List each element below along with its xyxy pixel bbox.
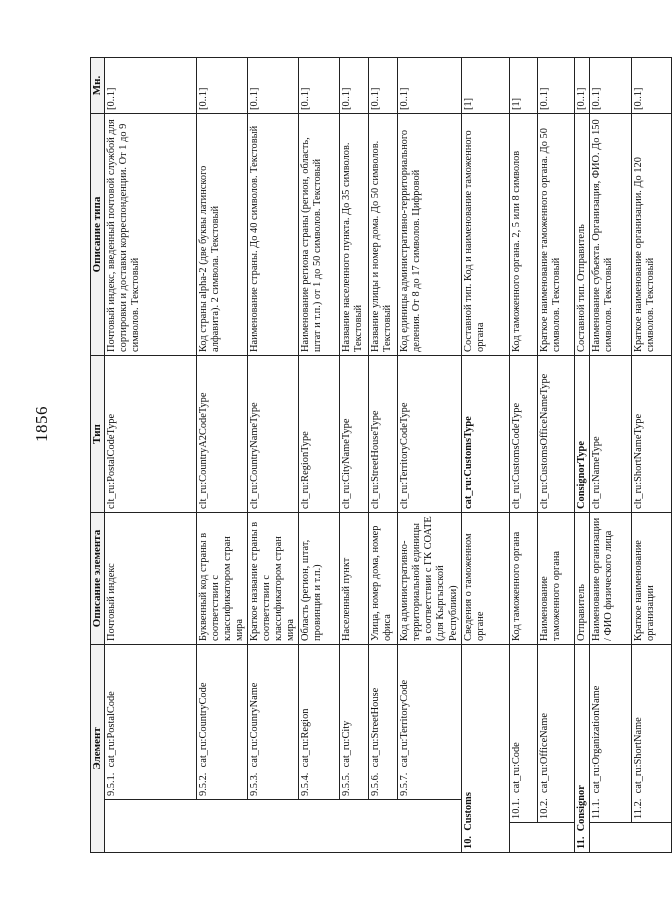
type-description-cell: Код страны alpha-2 (две буквы латинского алфавита). 2 символа. Текстовый (196, 113, 247, 355)
table-row (248, 57, 299, 852)
table-row (196, 57, 247, 852)
header-element-description: Описание элемента (91, 512, 105, 644)
multiplicity-cell: [0..1] (537, 57, 574, 113)
type-description-cell: Краткое наименование организации. До 120 символов. Текстовый (631, 113, 671, 355)
type-cell: clt_ru:CountryNameType (248, 355, 299, 512)
element-cell: 9.5.6. cat_ru:StreetHouse (369, 644, 398, 799)
rotated-table-container (90, 58, 656, 853)
table-row (509, 57, 537, 852)
table-row-consignor (574, 57, 589, 852)
type-description-cell: Составной тип. Код и наименование таможенного органа (461, 113, 509, 355)
type-cell: clt_ru:CustomsCodeType (509, 355, 537, 512)
header-type: Тип (91, 355, 105, 512)
element-cell: 9.5.1. cat_ru:PostalCode (104, 644, 196, 799)
element-cell: 10. Customs (461, 644, 509, 852)
description-cell: Краткое название страны в соответствии с классификатором стран мира (248, 512, 299, 644)
multiplicity-cell: [1] (461, 57, 509, 113)
multiplicity-cell: [0..1] (631, 57, 671, 113)
type-cell: clt_ru:PostalCodeType (104, 355, 196, 512)
description-cell: Наименование организации / ФИО физического лица (589, 512, 631, 644)
description-cell: Область (регион, штат, провинция и т.п.) (299, 512, 340, 644)
element-cell: 11.2. cat_ru:ShortName (631, 644, 671, 822)
type-description-cell: Почтовый индекс, введенный почтовой службой для сортировки и доставки корреспонденции. От 1 до 9 символов. Текстовый (104, 113, 196, 355)
description-cell: Улица, номер дома, номер офиса (369, 512, 398, 644)
element-cell: 10.1. cat_ru:Code (509, 644, 537, 822)
multiplicity-cell: [0..1] (369, 57, 398, 113)
type-cell: cat_ru:CustomsType (461, 355, 509, 512)
type-description-cell: Наименование субъекта. Организация, ФИО. До 150 символов. Текстовый (589, 113, 631, 355)
description-cell: Наименование таможенного органа (537, 512, 574, 644)
description-cell: Краткое наименование организации (631, 512, 671, 644)
multiplicity-cell: [0..1] (398, 57, 461, 113)
type-description-cell: Название населенного пункта. До 35 символов. Текстовый (340, 113, 369, 355)
indent-cell (509, 823, 574, 853)
element-cell: 9.5.3. cat_ru:CounryName (248, 644, 299, 799)
element-cell: 11.1. cat_ru:OrganizationName (589, 644, 631, 822)
type-description-cell: Код единицы административно-территориального деления. От 8 до 17 символов. Цифровой (398, 113, 461, 355)
header-type-description: Описание типа (91, 113, 105, 355)
description-cell: Код административно-территориальной единицы в соответствии с ГК СОАТЕ (для Кыргызской Республики) (398, 512, 461, 644)
table-row (631, 57, 671, 852)
element-cell: 10.2. cat_ru:OfficeName (537, 644, 574, 822)
multiplicity-cell: [0..1] (574, 57, 589, 113)
type-cell: clt_ru:CustomsOfficeNameType (537, 355, 574, 512)
multiplicity-cell: [0..1] (340, 57, 369, 113)
type-cell: clt_ru:TerritoryCodeType (398, 355, 461, 512)
description-cell: Сведения о таможенном органе (461, 512, 509, 644)
header-multiplicity: Мн. (91, 57, 105, 113)
type-cell: clt_ru:ShortNameType (631, 355, 671, 512)
description-cell: Код таможенного органа (509, 512, 537, 644)
table-row (398, 57, 461, 852)
element-spec-table (90, 57, 672, 853)
table-row (369, 57, 398, 852)
multiplicity-cell: [0..1] (589, 57, 631, 113)
table-header-row (91, 57, 105, 852)
type-description-cell: Краткое наименование таможенного органа. До 50 символов. Текстовый (537, 113, 574, 355)
table-row (104, 57, 196, 852)
table-row (589, 57, 631, 852)
multiplicity-cell: [0..1] (196, 57, 247, 113)
type-cell: clt_ru:NameType (589, 355, 631, 512)
type-cell: ConsignorType (574, 355, 589, 512)
type-description-cell: Наименование страны. До 40 символов. Текстовый (248, 113, 299, 355)
multiplicity-cell: [0..1] (248, 57, 299, 113)
type-cell: clt_ru:CountryA2CodeType (196, 355, 247, 512)
indent-cell (589, 823, 671, 853)
type-cell: clt_ru:CityNameType (340, 355, 369, 512)
element-cell: 9.5.2. cat_ru:CountryCode (196, 644, 247, 799)
type-description-cell: Составной тип. Отправитель (574, 113, 589, 355)
description-cell: Буквенный код страны в соответствии с классификатором стран мира (196, 512, 247, 644)
table-row-customs (461, 57, 509, 852)
table-row (537, 57, 574, 852)
type-cell: clt_ru:RegionType (299, 355, 340, 512)
element-cell: 11. Consignor (574, 644, 589, 852)
table-row (299, 57, 340, 852)
description-cell: Почтовый индекс (104, 512, 196, 644)
multiplicity-cell: [0..1] (104, 57, 196, 113)
element-cell: 9.5.4. cat_ru:Region (299, 644, 340, 799)
indent-cell (104, 800, 461, 853)
element-cell: 9.5.5. cat_ru:City (340, 644, 369, 799)
element-cell: 9.5.7. cat_ru:TerritoryCode (398, 644, 461, 799)
type-description-cell: Код таможенного органа. 2, 5 или 8 символов (509, 113, 537, 355)
multiplicity-cell: [0..1] (299, 57, 340, 113)
type-cell: clt_ru:StreetHouseType (369, 355, 398, 512)
description-cell: Населенный пункт (340, 512, 369, 644)
header-element: Элемент (91, 644, 105, 852)
page-number: 1856 (32, 406, 51, 442)
multiplicity-cell: [1] (509, 57, 537, 113)
type-description-cell: Название улицы и номер дома. До 50 символов. Текстовый (369, 113, 398, 355)
table-row (340, 57, 369, 852)
description-cell: Отправитель (574, 512, 589, 644)
type-description-cell: Наименование региона страны (регион, область, штат и т.п.) от 1 до 50 символов. Текстовый (299, 113, 340, 355)
